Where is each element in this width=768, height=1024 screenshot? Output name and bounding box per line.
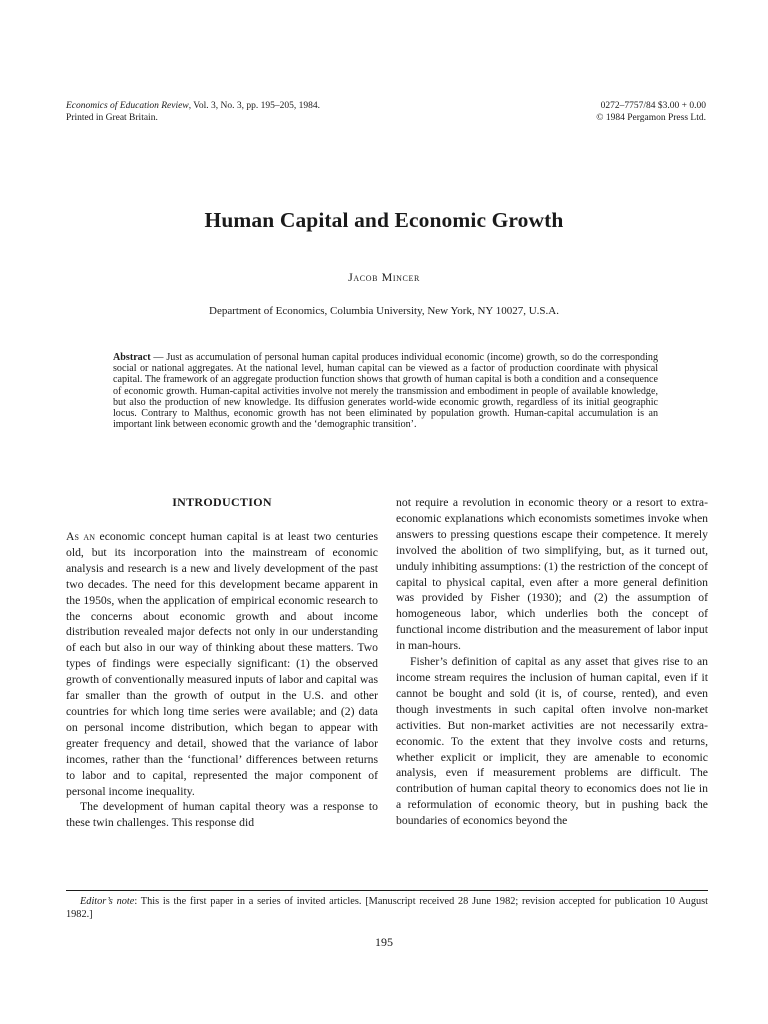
intro-paragraph-1-text: economic concept human capital is at least two centuries old, but its incorporation into the mainstream of economic analysis and research is a new and lively development of the past two decades. The need for this development became apparent in the 1950s, when the application of empirical economic research to the concerns about economic growth and about income distribution revealed major defects not only in our understanding of each but also in our way of thinking about these matters. Two types of findings were especially significant: (1) the observed growth of conventionally measured inputs of labor and capital was far smaller than the growth of output in the U.S. and other countries for which long time series were available; and (2) data on personal income distribution, which began to appear with greater frequency and detail, showed that the variance of labor incomes, rather than the ‘functional’ differences between returns to labor and to capital, represented the major component of personal income inequality. bbox=[66, 530, 379, 798]
intro-lead-words: As an bbox=[66, 530, 95, 543]
intro-paragraph-3: Fisher’s definition of capital as any asset that gives rise to an income stream requires the inclusion of human capital, even if it cannot be bought and sold (it is, of course, rented), and even though investments in such capital often involve non-market activities. But non-market activities are not necessarily extra-economic. To the extent that they involve costs and returns, whether explicit or implicit, they are amenable to economic analysis, even if measurement problems are difficult. The contribution of human capital theory to economics does not lie in a reformulation of economic theory, but in pushing back the boundaries of economics beyond the bbox=[396, 655, 708, 828]
intro-paragraph-2-start bbox=[66, 799, 378, 831]
editors-note bbox=[66, 895, 708, 921]
publisher-info bbox=[596, 100, 706, 124]
paper-title: Human Capital and Economic Growth bbox=[204, 208, 564, 232]
copyright: © 1984 Pergamon Press Ltd. bbox=[596, 113, 706, 123]
abstract bbox=[113, 352, 658, 430]
body-column-left bbox=[66, 495, 378, 831]
printed-in: Printed in Great Britain. bbox=[66, 113, 158, 123]
editors-note-text: : This is the first paper in a series of invited articles. [Manuscript received 28 June 1982; revision accepted for publication 10 August 1982.] bbox=[66, 896, 708, 920]
editors-note-label: Editor’s note bbox=[80, 896, 135, 907]
page-number: 195 bbox=[375, 935, 393, 949]
citation-details: , Vol. 3, No. 3, pp. 195–205, 1984. bbox=[188, 101, 321, 111]
journal-name: Economics of Education Review bbox=[66, 101, 189, 111]
intro-paragraph-2-part-b: not require a revolution in economic theory or a resort to extra-economic explanations which economists sometimes invoke when answers to pressing questions escape their competence. It merely involved the abolition of two simplifying, but, as it turned out, unduly inhibiting assumptions: (1) the restriction of the concept of capital to physical capital, even after a more general definition was provided by Fisher (1930); and (2) the assumption of homogeneous labor, which underlies both the concept of functional income distribution and the measurement of labor input in man-hours. bbox=[396, 496, 708, 653]
section-heading-introduction: INTRODUCTION bbox=[172, 495, 272, 509]
journal-citation bbox=[66, 100, 320, 124]
footnote-rule bbox=[66, 890, 708, 891]
abstract-label: Abstract bbox=[113, 352, 151, 363]
author-affiliation: Department of Economics, Columbia University, New York, NY 10027, U.S.A. bbox=[209, 305, 559, 317]
intro-paragraph-2-continued bbox=[396, 495, 708, 654]
intro-paragraph-2-part-a: The development of human capital theory was a response to these twin challenges. This response did bbox=[66, 800, 378, 830]
author-name: Jacob Mincer bbox=[348, 270, 420, 284]
abstract-text: — Just as accumulation of personal human capital produces individual economic (income) growth, so do the corresponding social or national aggregates. At the national level, human capital can be viewed as a factor of production coordinate with physical capital. The framework of an aggregate production function shows that growth of human capital is both a condition and a consequence of economic growth. Human-capital activities involve not merely the transmission and embodiment in people of available knowledge, but also the production of new knowledge. Its diffusion generates world-wide economic growth, regardless of its initial geographic locus. Contrary to Malthus, economic growth has not been eliminated by population growth. Human-capital accumulation is an important link between economic growth and the ‘demographic transition’. bbox=[113, 352, 658, 431]
article-code: 0272–7757/84 $3.00 + 0.00 bbox=[600, 101, 706, 111]
intro-paragraph-1 bbox=[66, 529, 378, 799]
body-column-right bbox=[396, 495, 708, 829]
